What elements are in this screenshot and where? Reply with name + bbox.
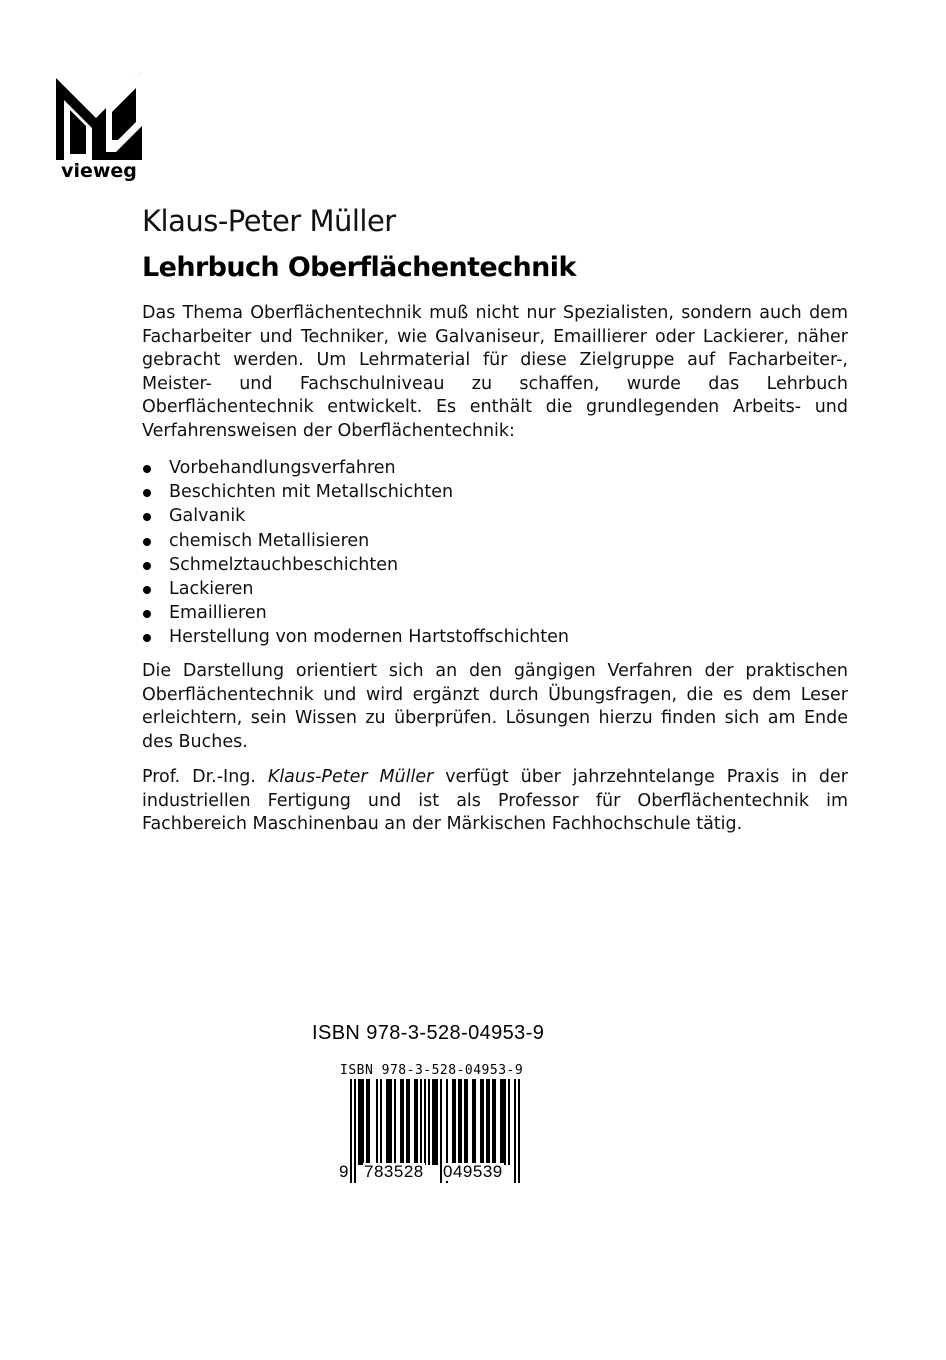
barcode-isbn-text: ISBN 978-3-528-04953-9 <box>340 1063 524 1078</box>
barcode-bar <box>362 1079 364 1165</box>
book-title: Lehrbuch Oberflächentechnik <box>142 252 576 283</box>
topic-item: Emaillieren <box>142 601 569 625</box>
barcode-bar <box>414 1079 416 1165</box>
barcode-bar <box>458 1079 460 1165</box>
barcode-bar <box>408 1079 410 1165</box>
barcode-bar <box>454 1079 456 1165</box>
book-author: Klaus-Peter Müller <box>142 204 396 238</box>
barcode-bar <box>432 1079 434 1165</box>
barcode-bar <box>452 1079 454 1165</box>
author-bio-rest: verfügt über jahrzehntelange Praxis in der industriellen Fertigung und ist als Professor für Oberflächentechnik im Fachbereich Maschinenbau an der Märkischen Fachhochschule tätig. <box>142 767 849 835</box>
description-paragraph: Die Darstellung orientiert sich an den gängigen Verfahren der praktischen Oberflächentechnik und wird ergänzt durch Übungsfragen, die es dem Leser erleichtern, sein Wissen zu überprüfen. Lösungen hierzu finden sich am Ende des Buches. <box>142 661 848 752</box>
barcode-bar <box>518 1079 520 1183</box>
barcode-bar <box>354 1079 356 1183</box>
barcode-bar <box>424 1079 426 1165</box>
barcode-bar <box>460 1079 462 1165</box>
barcode-bar <box>360 1079 362 1165</box>
barcode-bar <box>474 1079 476 1165</box>
topic-item: Galvanik <box>142 504 569 528</box>
barcode-bar <box>482 1079 484 1165</box>
topic-item: Schmelztauchbeschichten <box>142 553 569 577</box>
barcode-bar <box>358 1079 360 1165</box>
barcode-bar <box>368 1079 370 1165</box>
barcode-bar <box>466 1079 468 1165</box>
vieweg-logo <box>56 66 142 184</box>
barcode-bar <box>486 1079 488 1165</box>
barcode-digits-right: 049539 <box>443 1162 503 1181</box>
barcode-digit-first: 9 <box>339 1162 349 1181</box>
barcode-bar <box>416 1079 418 1165</box>
isbn-label: ISBN 978-3-528-04953-9 <box>312 1022 545 1044</box>
topic-item: Lackieren <box>142 577 569 601</box>
barcode-bar <box>480 1079 482 1165</box>
barcode-bar <box>428 1079 430 1165</box>
intro-paragraph: Das Thema Oberflächentechnik muß nicht nur Spezialisten, sondern auch dem Facharbeiter und Techniker, wie Galvaniseur, Emaillierer oder Lackierer, näher gebracht werden. Um Lehrmaterial für diese Zielgruppe auf Facharbeiter-, Meister- und Fachschulniveau zu schaffen, wurde das Lehrbuch Oberflächentechnik entwickelt. Es enthält die grundlegenden Arbeits- und Verfahrensweisen der Oberflächentechnik: <box>142 303 848 441</box>
barcode-bar <box>502 1079 504 1165</box>
barcode-bar <box>420 1079 422 1165</box>
topic-item: chemisch Metallisieren <box>142 529 569 553</box>
isbn-barcode <box>336 1063 552 1187</box>
barcode-bar <box>492 1079 494 1165</box>
barcode-bar <box>366 1079 368 1165</box>
barcode-bar <box>406 1079 408 1165</box>
barcode-digits-left: 783528 <box>364 1162 424 1181</box>
barcode-bar <box>380 1079 382 1165</box>
author-bio <box>142 766 848 837</box>
barcode-bar <box>376 1079 378 1165</box>
barcode-bar <box>508 1079 510 1165</box>
barcode-bar <box>514 1079 516 1183</box>
barcode-bar <box>464 1079 466 1165</box>
barcode-bar <box>500 1079 502 1165</box>
barcode-bar <box>394 1079 396 1165</box>
barcode-bar <box>494 1079 496 1165</box>
barcode-bar <box>388 1079 390 1165</box>
barcode-bar <box>434 1079 436 1165</box>
author-bio-prefix: Prof. Dr.-Ing. <box>142 767 268 787</box>
topic-item: Vorbehandlungsverfahren <box>142 456 569 480</box>
barcode-bar <box>488 1079 490 1165</box>
vieweg-logo-mark <box>56 66 142 160</box>
publisher-logo-text: vieweg <box>61 160 137 182</box>
barcode-bar <box>436 1079 438 1165</box>
barcode-bar <box>350 1079 352 1183</box>
barcode-bar <box>390 1079 392 1165</box>
barcode-bar <box>386 1079 388 1165</box>
topic-item: Herstellung von modernen Hartstoffschichten <box>142 625 569 649</box>
barcode-bar <box>504 1079 506 1165</box>
author-bio-name: Klaus-Peter Müller <box>267 767 434 787</box>
topic-item: Beschichten mit Metallschichten <box>142 480 569 504</box>
topic-list <box>142 456 569 650</box>
barcode-bar <box>400 1079 402 1165</box>
barcode-bar <box>402 1079 404 1165</box>
barcode-bar <box>472 1079 474 1165</box>
